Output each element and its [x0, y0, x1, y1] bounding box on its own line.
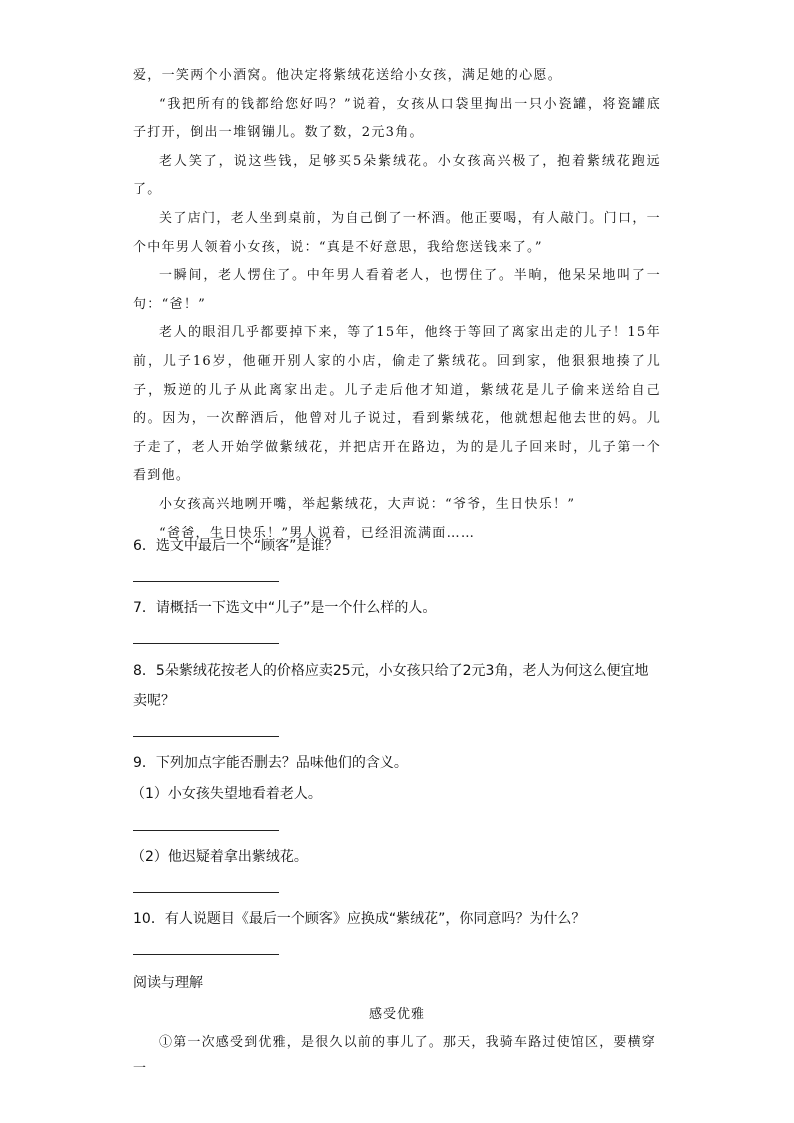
question-9-1: （1）小女孩失望地看着老人。: [131, 786, 322, 802]
answer-line-6[interactable]: [133, 581, 279, 582]
story-paragraph-1: 爱，一笑两个小酒窝。他决定将紫绒花送给小女孩，满足她的心愿。: [133, 68, 563, 83]
question-9: 9．下列加点字能否删去？品味他们的含义。: [133, 755, 408, 771]
story-paragraph-2: “我把所有的钱都给您好吗？”说着，女孩从口袋里掏出一只小瓷罐，将瓷罐底子打开，倒出一堆钢镚儿。数了数，2元3角。: [133, 96, 661, 141]
story-paragraph-4: 关了店门，老人坐到桌前，为自己倒了一杯酒。他正要喝，有人敲门。门口，一个中年男人领着小女孩，说：“真是不好意思，我给您送钱来了。”: [133, 210, 661, 255]
story-paragraph-3: 老人笑了，说这些钱，足够买5朵紫绒花。小女孩高兴极了，抱着紫绒花跑远了。: [133, 153, 661, 198]
story-paragraph-8: “爸爸，生日快乐！”男人说着，已经泪流满面……: [159, 525, 476, 541]
question-7: 7．请概括一下选文中“儿子”是一个什么样的人。: [133, 600, 437, 616]
question-10: 10．有人说题目《最后一个顾客》应换成“紫绒花”，你同意吗？为什么？: [133, 911, 586, 927]
story-text: [133, 62, 661, 548]
story-paragraph-7: 小女孩高兴地咧开嘴，举起紫绒花，大声说：“爷爷，生日快乐！”: [159, 496, 576, 512]
answer-line-8[interactable]: [133, 736, 279, 737]
article-paragraph-1: ①第一次感受到优雅，是很久以前的事儿了。那天，我骑车路过使馆区，要横穿一: [133, 1035, 657, 1076]
story-paragraph-5: 一瞬间，老人愣住了。中年男人看着老人，也愣住了。半晌，他呆呆地叫了一句：“爸！”: [133, 268, 661, 312]
article-title: 感受优雅: [368, 1007, 425, 1022]
question-6: 6．选文中最后一个“顾客”是谁？: [133, 538, 339, 554]
story-paragraph-6: 老人的眼泪几乎都要掉下来，等了15年，他终于等回了离家出走的儿子！15年前，儿子16岁，他砸开别人家的小店，偷走了紫绒花。回到家，他狠狠地揍了儿子，叛逆的儿子从此离家出走。儿子走后他才知道，紫绒花是儿子偷来送给自己的。因为，一次醉酒后，他曾对儿子说过，看到紫绒花，他就想起他去世的妈。儿子走了，老人开始学做紫绒花，并把店开在路边，为的是儿子回来时，儿子第一个看到他。: [133, 325, 661, 484]
question-8: 8．5朵紫绒花按老人的价格应卖25元，小女孩只给了2元3角，老人为何这么便宜地卖呢？: [133, 663, 649, 709]
section-label: 阅读与理解: [133, 975, 203, 991]
answer-line-7[interactable]: [133, 643, 279, 644]
answer-line-9-1[interactable]: [133, 830, 279, 831]
answer-line-9-2[interactable]: [133, 892, 279, 893]
answer-line-10[interactable]: [133, 954, 279, 955]
question-9-2: （2）他迟疑着拿出紫绒花。: [131, 849, 308, 865]
